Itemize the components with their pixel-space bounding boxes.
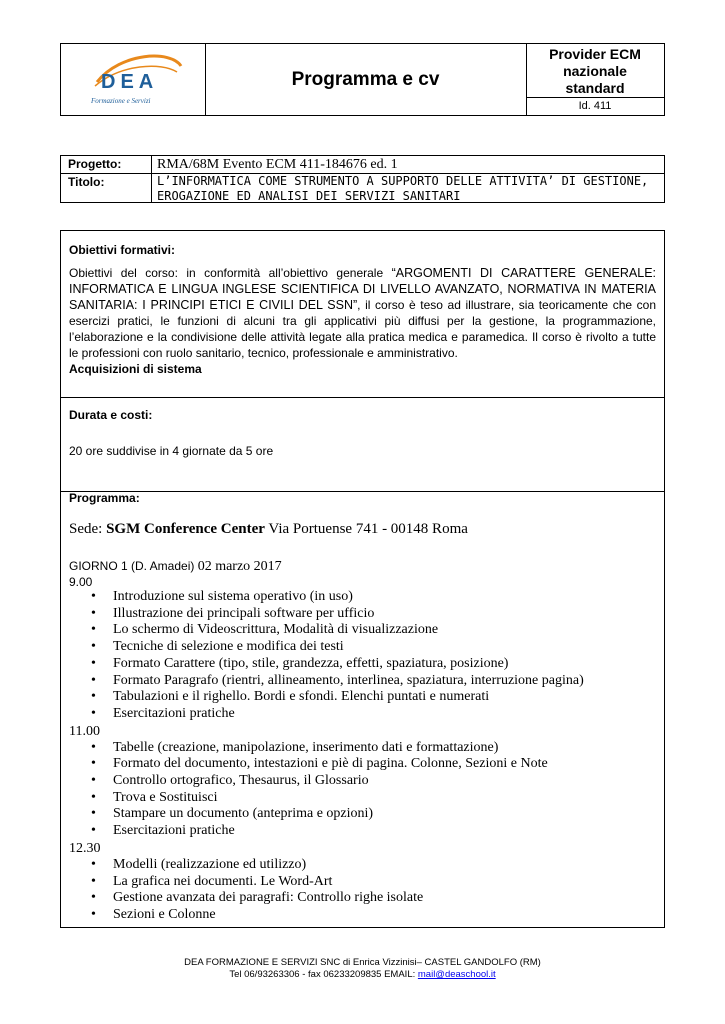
- list-item: • Introduzione sul sistema operativo (in uso): [69, 589, 656, 606]
- provider-id: Id. 411: [578, 100, 612, 112]
- titolo-line-1: L’INFORMATICA COME STRUMENTO A SUPPORTO DELLE ATTIVITA’ DI GESTIONE,: [157, 174, 649, 188]
- list-item: • Tabelle (creazione, manipolazione, inserimento dati e formattazione): [69, 740, 656, 757]
- list-item: • Formato Paragrafo (rientri, allineamento, interlinea, spaziatura, interruzione pagina): [69, 673, 656, 690]
- dea-logo: [61, 44, 205, 115]
- list-item: • Illustrazione dei principali software per ufficio: [69, 606, 656, 623]
- topic-list: [69, 589, 656, 723]
- list-item: • Formato del documento, intestazioni e piè di pagina. Colonne, Sezioni e Note: [69, 756, 656, 773]
- footer-contacts: [0, 969, 725, 981]
- list-item: • La grafica nei documenti. Le Word-Art: [69, 874, 656, 891]
- list-item: • Lo schermo di Videoscrittura, Modalità di visualizzazione: [69, 622, 656, 639]
- logo-cell: [61, 44, 206, 115]
- list-item: • Esercitazioni pratiche: [69, 823, 656, 840]
- program-heading: Programma:: [69, 491, 140, 505]
- program-sede: [69, 521, 656, 538]
- objectives-prefix: Obiettivi del corso: in conformità all’obiettivo generale: [69, 266, 392, 280]
- program-day: [69, 558, 656, 575]
- list-item: • Tecniche di selezione e modifica dei testi: [69, 639, 656, 656]
- time-label: 11.00: [69, 723, 100, 739]
- list-item: • Modelli (realizzazione ed utilizzo): [69, 857, 656, 874]
- section-divider: [61, 397, 664, 398]
- sede-address: Via Portuense 741 - 00148 Roma: [264, 521, 468, 537]
- duration-heading: Durata e costi:: [69, 408, 153, 422]
- list-item: • Sezioni e Colonne: [69, 907, 656, 924]
- footer-company: DEA FORMAZIONE E SERVIZI SNC di Enrica Vizzinisi– CASTEL GANDOLFO (RM): [184, 957, 541, 968]
- logo-text: DEA: [101, 71, 159, 93]
- provider-line-1: Provider ECM: [549, 46, 641, 62]
- time-block-1: [69, 575, 656, 589]
- page-title: Programma e cv: [205, 44, 527, 115]
- titolo-line-2: EROGAZIONE ED ANALISI DEI SERVIZI SANITARI: [157, 189, 461, 203]
- objectives-suffix: , il corso è teso ad illustrare, sia teoricamente che con esercizi pratici, le funzioni di alcuni tra gli applicativi più diffusi per la gestione, la programmazione, l’elaborazione e la condivisione delle attività legate alla pratica medica e paramedica. Il corso è rivolto a tutte le professioni con ruolo sanitario, tecnico, professionale e amministrativo.: [69, 298, 656, 360]
- logo-subtitle: Formazione e Servizi: [91, 97, 151, 105]
- list-item: • Trova e Sostituisci: [69, 790, 656, 807]
- time-label: 9.00: [69, 575, 93, 589]
- header-table: [60, 43, 665, 116]
- footer: [0, 957, 725, 981]
- provider-line-3: standard: [565, 80, 625, 96]
- objectives-text: [69, 265, 656, 361]
- duration-section: [69, 408, 656, 458]
- list-item: • Formato Carattere (tipo, stile, grandezza, effetti, spaziatura, posizione): [69, 656, 656, 673]
- provider-box: [526, 44, 664, 98]
- program-section: [69, 491, 656, 924]
- list-item: • Tabulazioni e il righello. Bordi e sfondi. Elenchi puntati e numerati: [69, 689, 656, 706]
- day-date: 02 marzo 2017: [197, 559, 282, 574]
- footer-email-link[interactable]: mail@deaschool.it: [417, 969, 496, 980]
- list-item: • Controllo ortografico, Thesaurus, il Glossario: [69, 773, 656, 790]
- list-item: • Gestione avanzata dei paragrafi: Controllo righe isolate: [69, 890, 656, 907]
- sede-label: Sede:: [69, 521, 107, 537]
- objectives-heading: Obiettivi formativi:: [69, 243, 176, 257]
- titolo-value: [157, 174, 662, 204]
- titolo-label: Titolo:: [68, 175, 105, 189]
- objectives-quote: “ARGOMENTI DI CARATTERE GENERALE: INFORMATICA E LINGUA INGLESE SCIENTIFICA DI LIVELLO AVANZATO, NORMATIVA IN MATERIA SANITARIA: I PRINCIPI ETICI E CIVILI DEL SSN”: [69, 266, 657, 312]
- day-label: GIORNO 1 (D. Amadei): [69, 559, 198, 573]
- project-table: [60, 155, 665, 203]
- column-divider: [151, 156, 152, 202]
- time-label: 12.30: [69, 840, 101, 856]
- topic-list: [69, 740, 656, 840]
- objectives-section: [69, 243, 656, 377]
- provider-line-2: nazionale: [563, 63, 627, 79]
- footer-phone: Tel 06/93263306 - fax 06233209835 EMAIL:: [229, 969, 418, 980]
- sede-name: SGM Conference Center: [106, 521, 265, 537]
- acquisizioni-label: Acquisizioni di sistema: [69, 362, 202, 376]
- progetto-label: Progetto:: [68, 157, 122, 171]
- topic-list: [69, 857, 656, 924]
- course-details-box: [60, 230, 665, 928]
- duration-text: 20 ore suddivise in 4 giornate da 5 ore: [69, 444, 274, 458]
- list-item: • Stampare un documento (anteprima e opzioni): [69, 806, 656, 823]
- progetto-value: RMA/68M Evento ECM 411-184676 ed. 1: [157, 157, 398, 172]
- list-item: • Esercitazioni pratiche: [69, 706, 656, 723]
